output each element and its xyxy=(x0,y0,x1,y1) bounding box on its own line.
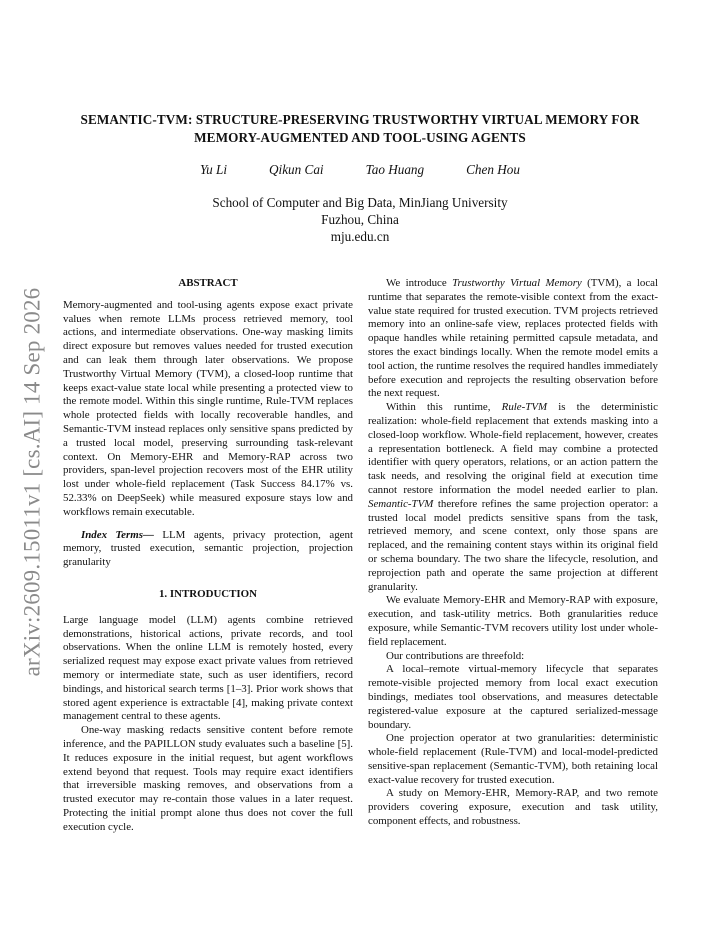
abstract-heading: ABSTRACT xyxy=(178,277,238,289)
tvm-intro-paragraph xyxy=(368,277,658,401)
intro-paragraph-2: One-way masking redacts sensitive content before remote inference, and the PAPILLON study evaluates such a baseline [5]. It reduces exposure in the initial request, but agent workflows extend beyond that request. Tools may require exact identifiers that irreversible masking removes, and observations from a trusted executor may re-contain those values in a later request. Protecting the initial prompt alone thus does not cover the full execution cycle. xyxy=(63,724,353,833)
text-run: Within this runtime, xyxy=(386,401,502,414)
contribution-1: A local–remote virtual-memory lifecycle that separates remote-visible projected memory from local exact execution bindings, mediates tool observations, and measures detectable registered-value exposure at the captured serialized-message boundary. xyxy=(368,663,658,731)
affiliation xyxy=(60,194,660,245)
author-list xyxy=(60,162,660,178)
left-column xyxy=(63,277,353,834)
text-run: is the deterministic realization: whole-field replacement that extends masking into a closed-loop workflow. Whole-field replacement, however, creates a representation bottleneck. A field may combine a protected identifier with query operators, relations, or an action pattern the task needs, and resolving the original field at execution time cannot restore information the model needed earlier to plan. xyxy=(368,401,658,496)
abstract-text: Memory-augmented and tool-using agents expose exact private values when remote LLMs process retrieved memory, tool actions, and intermediate observations. One-way masking limits direct exposure but removes values needed for trusted execution and can leak them through later observations. We propose Trustworthy Virtual Memory (TVM), a closed-loop runtime that keeps exact-value state local while presenting a protected view to the remote model. Within this single runtime, Rule-TVM replaces whole protected fields with locally recoverable handles, and Semantic-TVM instead replaces only sensitive spans predicted by a trusted local model, preserving surrounding task-relevant context. On Memory-EHR and Memory-RAP across two providers, span-level projection recovers most of the EHR utility lost under whole-field replacement (Task Success 84.17% vs. 52.33% on DeepSeek) while measured exposure stays low and workflows remain executable. xyxy=(63,298,353,518)
emphasis: Semantic-TVM xyxy=(368,497,434,510)
affiliation-school: School of Computer and Big Data, MinJiang University xyxy=(212,195,508,210)
arxiv-sidebar-stamp xyxy=(12,262,52,702)
introduction-heading: 1. INTRODUCTION xyxy=(158,587,258,600)
arxiv-identifier: arXiv:2609.15011v1 [cs.AI] 14 Sep 2026 xyxy=(19,287,45,677)
contribution-2: One projection operator at two granularities: deterministic whole-field replacement (Rule-TVM) and local-model-predicted sensitive-span replacement (Semantic-TVM), both retaining local exact-value recovery for trusted execution. xyxy=(368,732,658,786)
paper-title xyxy=(60,111,660,147)
author: Chen Hou xyxy=(466,162,520,177)
intro-paragraph-1: Large language model (LLM) agents combine retrieved demonstrations, historical actions, private records, and tool observations. When the online LLM is remotely hosted, every serialized request may expose exact private values from retrieved memory or intermediate state, such as user identifiers, record bindings, and historical search terms [1–3]. Prior work shows that stored agent experience is extractable [4], making private context management central to these agents. xyxy=(63,613,353,723)
text-run: therefore refines the same projection operator: a trusted local model predicts sensitive spans from the task, retrieved memory, and scene context, only those spans are replaced, and the remaining content stays within its original field or schema boundary. The two share the lifecycle, resolution, and reprojection path and operate the same projection at different granularity. xyxy=(368,497,658,593)
author: Yu Li xyxy=(200,162,228,177)
author: Tao Huang xyxy=(365,162,425,177)
title-line-2: MEMORY-AUGMENTED AND TOOL-USING AGENTS xyxy=(194,130,526,145)
index-terms xyxy=(63,529,353,570)
rule-tvm-paragraph xyxy=(368,401,658,594)
text-run: We introduce xyxy=(386,277,453,289)
contributions-lead: Our contributions are threefold: xyxy=(386,649,525,662)
index-terms-text: LLM agents, privacy protection, agent memory, trusted execution, semantic projection, projection granularity xyxy=(63,528,353,569)
affiliation-email: mju.edu.cn xyxy=(330,229,390,244)
index-terms-label: Index Terms— xyxy=(81,528,154,541)
right-column xyxy=(368,277,658,829)
affiliation-city: Fuzhou, China xyxy=(321,212,399,227)
title-line-1: SEMANTIC-TVM: STRUCTURE-PRESERVING TRUSTWORTHY VIRTUAL MEMORY FOR xyxy=(80,112,640,127)
emphasis: Trustworthy Virtual Memory xyxy=(452,277,582,289)
contribution-3: A study on Memory-EHR, Memory-RAP, and two remote providers covering exposure, execution and task utility, component effects, and robustness. xyxy=(368,787,658,828)
evaluation-paragraph: We evaluate Memory-EHR and Memory-RAP with exposure, execution, and task-utility metrics. Both granularities reduce exposure, while Semantic-TVM recovers utility lost under whole-field replacement. xyxy=(368,594,658,648)
text-run: (TVM), a local runtime that separates the remote-visible context from the exact-value state required for trusted execution. TVM projects retrieved memory into an online-safe view, replaces protected fields with opaque handles while retaining permitted capsule metadata, and stores the exact bindings locally. When the remote model emits a tool action, the runtime resolves the required handles immediately before execution and reprojects the resulting observation before the next request. xyxy=(368,277,659,400)
author: Qikun Cai xyxy=(269,162,324,177)
emphasis: Rule-TVM xyxy=(501,401,548,414)
